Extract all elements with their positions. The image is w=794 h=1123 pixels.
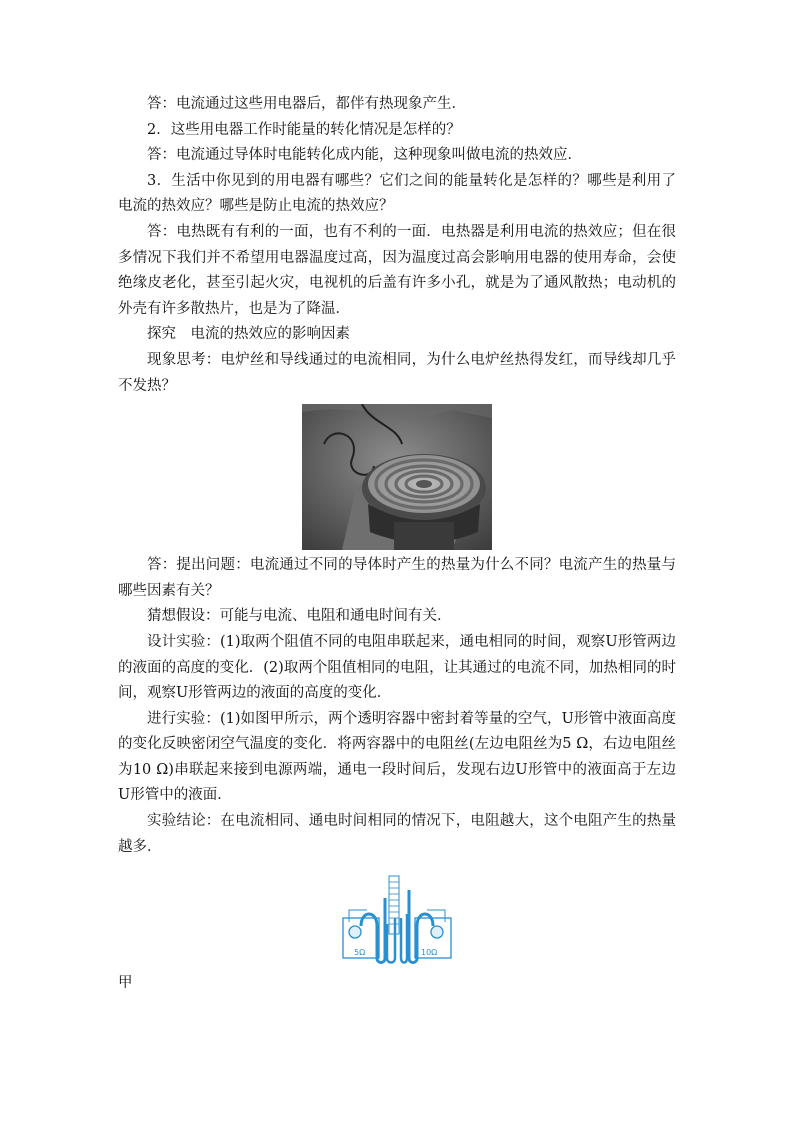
question-3: 3．生活中你见到的用电器有哪些？它们之间的能量转化是怎样的？哪些是利用了电流的热效应？哪些是防止电流的热效应？ [118,172,676,215]
electric-stove-photo [302,404,492,550]
hypothesis: 猜想假设：可能与电流、电阻和通电时间有关． [147,608,452,625]
experiment-conclusion: 实验结论：在电流相同、通电时间相同的情况下，电阻越大，这个电阻产生的热量越多． [118,813,676,855]
document-body [118,92,676,997]
right-resistor-label: 10Ω [421,948,438,958]
answer-paragraph-2: 答：电流通过导体时电能转化成内能，这种现象叫做电流的热效应． [147,147,582,164]
u-tube-apparatus-figure [337,874,457,966]
answer-paragraph-1: 答：电流通过这些用电器后，都伴有热现象产生． [147,96,466,112]
figure-caption: 甲 [118,975,133,992]
question-2: 2．这些用电器工作时能量的转化情况是怎样的？ [147,121,461,138]
experiment-procedure: 进行实验：(1)如图甲所示，两个透明容器中密封着等量的空气，U形管中液面高度的变化反映密闭空气温度的变化．将两容器中的电阻丝(左边电阻丝为5 Ω，右边电阻丝为10 Ω)串联起来接到电源两端，通电一段时间后，发现右边U形管中的液面高于左边U形管中的液面． [118,710,676,804]
answer-question: 答：提出问题：电流通过不同的导体时产生的热量为什么不同？电流产生的热量与哪些因素有关？ [118,557,676,599]
left-resistor-label: 5Ω [354,948,366,958]
section-heading: 探究 电流的热效应的影响因素 [147,326,350,343]
phenomenon-question: 现象思考：电炉丝和导线通过的电流相同，为什么电炉丝热得发红，而导线却几乎不发热？ [118,351,676,394]
experiment-design: 设计实验：(1)取两个阻值不同的电阻串联起来，通电相同的时间，观察U形管两边的液面的高度的变化．(2)取两个阻值相同的电阻，让其通过的电流不同，加热相同的时间，观察U形管两边的液面的高度的变化． [118,633,676,702]
answer-paragraph-3: 答：电热既有有利的一面，也有不利的一面．电热器是利用电流的热效应；但在很多情况下我们并不希望用电器温度过高，因为温度过高会影响用电器的使用寿命，会使绝缘皮老化，甚至引起火灾，电视机的后盖有许多小孔，就是为了通风散热；电动机的外壳有许多散热片，也是为了降温． [118,223,676,317]
